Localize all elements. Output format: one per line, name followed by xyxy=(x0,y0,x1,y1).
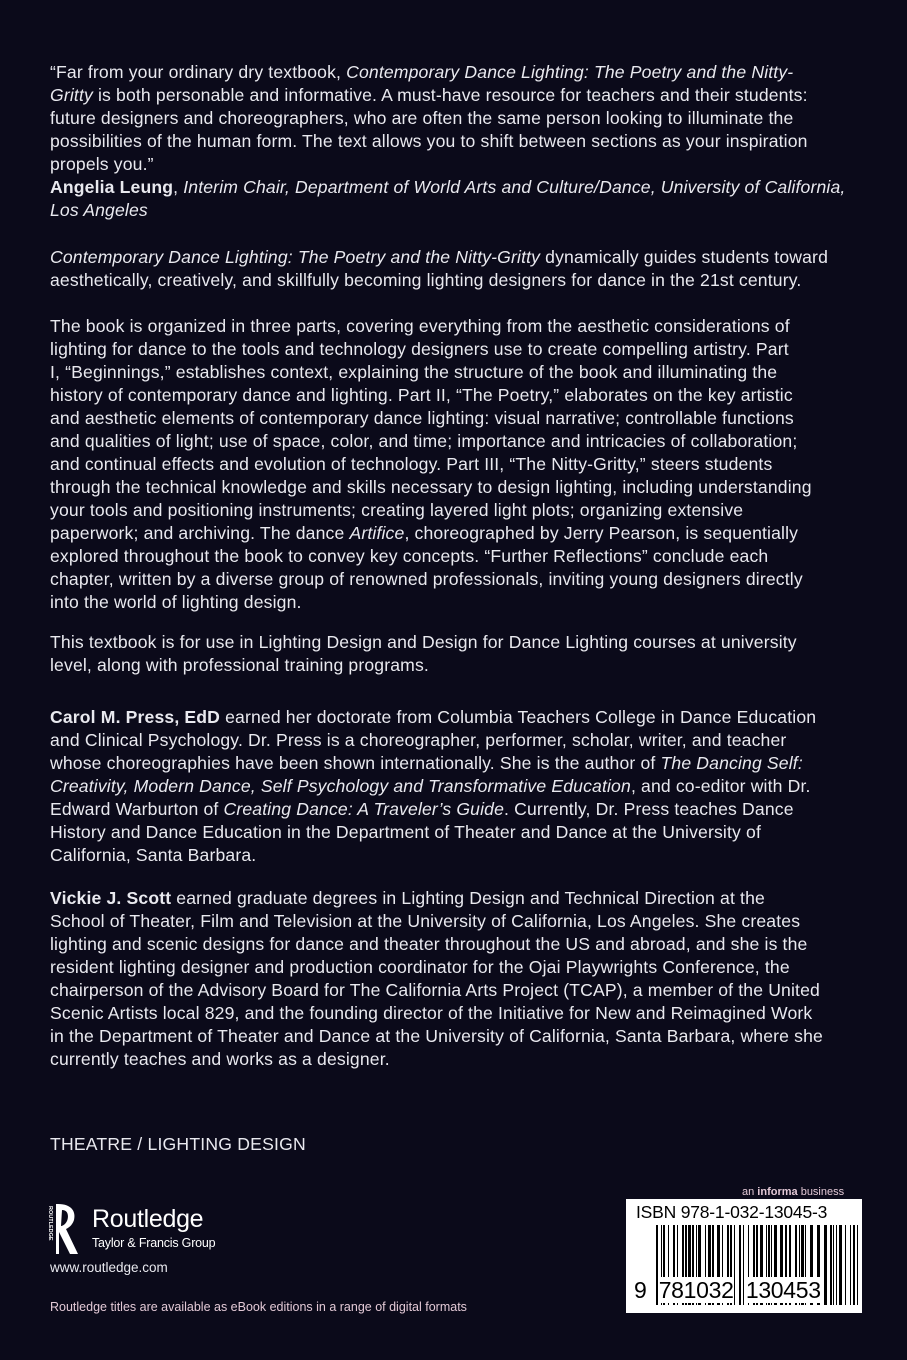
text-segment: through the technical knowledge and skills necessary to design lighting, including understanding xyxy=(50,477,812,497)
text-segment: future designers and choreographers, who are often the same person looking to illuminate the xyxy=(50,108,794,128)
text-segment: whose choreographies have been shown internationally. She is the author of xyxy=(50,753,661,773)
barcode-bar xyxy=(824,1225,827,1305)
text-line xyxy=(50,84,845,107)
text-segment: level, along with professional training programs. xyxy=(50,655,429,675)
text-segment: chapter, written by a diverse group of renowned professionals, inviting young designers directly xyxy=(50,569,803,589)
audience-paragraph xyxy=(50,631,797,677)
text-segment: Edward Warburton of xyxy=(50,799,224,819)
text-line xyxy=(50,545,812,568)
text-line xyxy=(50,752,816,775)
text-line xyxy=(50,130,845,153)
text-segment: in the Department of Theater and Dance at the University of California, Santa Barbara, where she xyxy=(50,1026,823,1046)
text-segment: “Far from your ordinary dry textbook, xyxy=(50,62,347,82)
text-line xyxy=(50,729,816,752)
publisher-url[interactable]: www.routledge.com xyxy=(50,1260,168,1275)
text-segment: School of Theater, Film and Television at the University of California, Los Angeles. She creates xyxy=(50,911,801,931)
text-segment: Contemporary Dance Lighting: The Poetry and the Nitty-Gritty xyxy=(50,247,541,267)
isbn-barcode-box xyxy=(626,1199,862,1313)
text-segment: Creativity, Modern Dance, Self Psychology and Transformative Education xyxy=(50,776,631,796)
routledge-logo xyxy=(46,1202,246,1256)
text-segment: . Currently, Dr. Press teaches Dance xyxy=(504,799,794,819)
barcode-bar xyxy=(839,1225,842,1305)
text-segment: history of contemporary dance and lighting. Part II, “The Poetry,” elaborates on the key artistic xyxy=(50,385,793,405)
informa-business-tagline xyxy=(742,1186,844,1198)
text-segment: earned graduate degrees in Lighting Design and Technical Direction at the xyxy=(171,888,765,908)
barcode-bar xyxy=(833,1225,834,1305)
text-line xyxy=(50,933,823,956)
barcode-digit-group-2: 130453 xyxy=(745,1277,821,1303)
text-segment: I, “Beginnings,” establishes context, explaining the structure of the book and illuminating the xyxy=(50,362,778,382)
text-segment: chairperson of the Advisory Board for The California Arts Project (TCAP), a member of the United xyxy=(50,980,820,1000)
text-line xyxy=(50,775,816,798)
text-line xyxy=(50,430,812,453)
text-line xyxy=(50,338,812,361)
text-segment: lighting and scenic designs for dance and theater throughout the US and abroad, and she is the xyxy=(50,934,808,954)
text-segment: resident lighting designer and production coordinator for the Ojai Playwrights Conference, the xyxy=(50,957,790,977)
text-segment: aesthetically, creatively, and skillfully becoming lighting designers for dance in the 21st century. xyxy=(50,270,802,290)
text-line xyxy=(50,61,845,84)
text-segment: and continual effects and evolution of technology. Part III, “The Nitty-Gritty,” steers students xyxy=(50,454,773,474)
endorsement-quote xyxy=(50,61,845,222)
text-segment: History and Dance Education in the Department of Theater and Dance at the University of xyxy=(50,822,761,842)
text-segment: your tools and positioning instruments; creating layered light plots; organizing extensive xyxy=(50,500,744,520)
text-segment: California, Santa Barbara. xyxy=(50,845,257,865)
text-segment: is both personable and informative. A must-have resource for teachers and their students: xyxy=(92,85,808,105)
text-segment: currently teaches and works as a designer. xyxy=(50,1049,390,1069)
barcode-digits xyxy=(634,1277,821,1304)
text-segment: Contemporary Dance Lighting: The Poetry and the Nitty- xyxy=(346,62,794,82)
text-line xyxy=(50,821,816,844)
text-segment: lighting for dance to the tools and technology designers use to create compelling artistry. Part xyxy=(50,339,789,359)
text-line xyxy=(50,798,816,821)
text-line xyxy=(50,1048,823,1071)
barcode-bar xyxy=(853,1225,855,1305)
text-segment: Creating Dance: A Traveler’s Guide xyxy=(223,799,505,819)
subject-category: THEATRE / LIGHTING DESIGN xyxy=(50,1134,306,1154)
text-line xyxy=(50,956,823,979)
text-line xyxy=(50,1002,823,1025)
text-segment: The book is organized in three parts, covering everything from the aesthetic considerations of xyxy=(50,316,790,336)
text-segment: This textbook is for use in Lighting Design and Design for Dance Lighting courses at university xyxy=(50,632,797,652)
text-segment: Los Angeles xyxy=(50,200,148,220)
informa-prefix: an xyxy=(742,1186,758,1198)
text-segment: explored throughout the book to convey key concepts. “Further Reflections” conclude each xyxy=(50,546,769,566)
text-segment: Carol M. Press, EdD xyxy=(50,707,221,727)
text-segment: Angelia Leung xyxy=(50,177,174,197)
text-segment: dynamically guides students toward xyxy=(540,247,829,267)
text-line xyxy=(50,269,828,292)
text-line xyxy=(50,246,828,269)
text-line xyxy=(50,499,812,522)
informa-suffix: business xyxy=(797,1186,845,1198)
text-segment: and Clinical Psychology. Dr. Press is a choreographer, performer, scholar, writer, and teacher xyxy=(50,730,787,750)
publisher-group: Taylor & Francis Group xyxy=(92,1236,216,1250)
text-line xyxy=(50,384,812,407)
ebook-note: Routledge titles are available as eBook editions in a range of digital formats xyxy=(50,1300,467,1314)
text-segment: The Dancing Self: xyxy=(660,753,803,773)
publisher-name: Routledge xyxy=(92,1205,204,1233)
text-segment: , choreographed by Jerry Pearson, is sequentially xyxy=(404,523,799,543)
text-line xyxy=(50,568,812,591)
text-line xyxy=(50,407,812,430)
text-segment: Vickie J. Scott xyxy=(50,888,172,908)
text-segment: Interim Chair, Department of World Arts and Culture/Dance, University of California, xyxy=(183,177,846,197)
text-line xyxy=(50,1025,823,1048)
text-segment: Artifice xyxy=(349,523,405,543)
text-line xyxy=(50,176,845,199)
routledge-r-logo-icon xyxy=(46,1202,80,1256)
barcode-bar xyxy=(850,1225,851,1305)
text-line xyxy=(50,453,812,476)
text-segment: into the world of lighting design. xyxy=(50,592,302,612)
text-line xyxy=(50,910,823,933)
text-segment: Scenic Artists local 829, and the founding director of the Initiative for New and Reimagined Work xyxy=(50,1003,813,1023)
text-segment: , xyxy=(173,177,184,197)
summary-paragraph xyxy=(50,246,828,292)
barcode-bar xyxy=(857,1225,858,1305)
text-segment: paperwork; and archiving. The dance xyxy=(50,523,350,543)
text-segment: propels you.” xyxy=(50,154,154,174)
description-paragraph xyxy=(50,315,812,614)
text-line xyxy=(50,315,812,338)
text-line xyxy=(50,107,845,130)
text-line xyxy=(50,631,797,654)
text-line xyxy=(50,361,812,384)
svg-text:ROUTLEDGE: ROUTLEDGE xyxy=(47,1206,53,1241)
informa-word: informa xyxy=(757,1186,798,1198)
text-segment: , and co-editor with Dr. xyxy=(630,776,811,796)
text-line xyxy=(50,979,823,1002)
text-line xyxy=(50,153,845,176)
author-bio-press xyxy=(50,706,816,867)
barcode-bar xyxy=(845,1225,846,1305)
text-line xyxy=(50,476,812,499)
text-line xyxy=(50,199,845,222)
text-line xyxy=(50,522,812,545)
text-line xyxy=(50,844,816,867)
text-segment: and aesthetic elements of contemporary dance lighting: visual narrative; controllable functions xyxy=(50,408,794,428)
barcode-digit-group-1: 781032 xyxy=(658,1277,734,1303)
author-bio-scott xyxy=(50,887,823,1071)
text-line xyxy=(50,887,823,910)
barcode-bar xyxy=(830,1225,832,1305)
text-line xyxy=(50,591,812,614)
text-line xyxy=(50,706,816,729)
text-segment: earned her doctorate from Columbia Teachers College in Dance Education xyxy=(220,707,817,727)
text-segment: possibilities of the human form. The text allows you to shift between sections as your inspiration xyxy=(50,131,808,151)
isbn-number: ISBN 978-1-032-13045-3 xyxy=(636,1202,828,1222)
barcode-bar xyxy=(836,1225,837,1305)
text-segment: Gritty xyxy=(50,85,93,105)
text-line xyxy=(50,654,797,677)
text-segment: and qualities of light; use of space, color, and time; importance and intricacies of collaboration; xyxy=(50,431,798,451)
barcode-digit-first: 9 xyxy=(634,1277,647,1303)
